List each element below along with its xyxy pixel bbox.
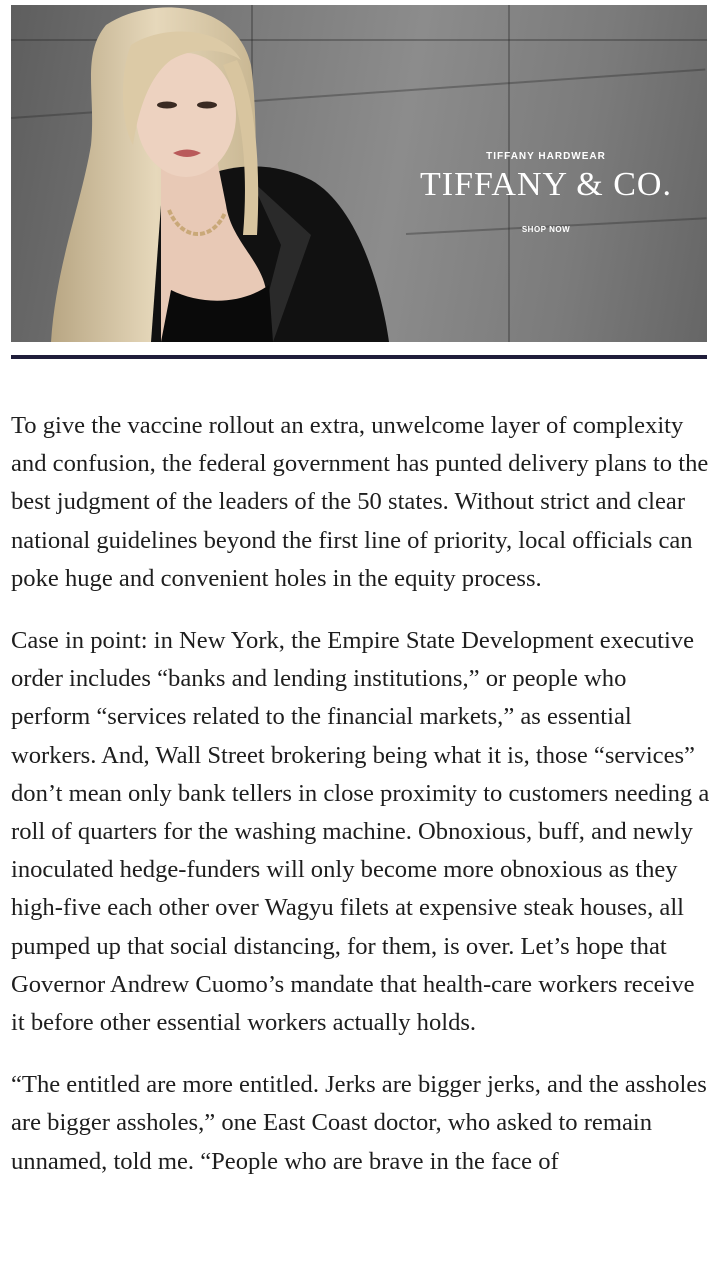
article-paragraph: To give the vaccine rollout an extra, unwelcome layer of complexity and confusion, the federal government has punted delivery plans to the best judgment of the leaders of the 50 states. Without strict and clear national guidelines beyond the first line of priority, local officials can poke huge and convenient holes in the equity process. (11, 412, 709, 592)
ad-copy (391, 151, 701, 234)
shop-now-link[interactable]: SHOP NOW (521, 225, 571, 235)
article-paragraph: Case in point: in New York, the Empire State Development executive order includes “banks and lending institutions,” or people who perform “services related to the financial markets,” as essential workers. And, Wall Street brokering being what it is, those “services” don’t mean only bank tellers in close proximity to customers needing a roll of quarters for the washing machine. Obnoxious, buff, and newly inoculated hedge-funders will only become more obnoxious as they high-five each other over Wagyu filets at expensive steak houses, all pumped up that social distancing, for them, is over. Let’s hope that Governor Andrew Cuomo’s mandate that health-care workers receive it before other essential workers actually holds. (11, 627, 710, 1037)
tiffany-ad-banner[interactable] (11, 5, 707, 342)
model-photo (11, 5, 391, 342)
ad-brand-logo: TIFFANY & CO. (420, 166, 672, 203)
ad-kicker: TIFFANY HARDWEAR (486, 151, 606, 162)
article-paragraph: “The entitled are more entitled. Jerks are bigger jerks, and the assholes are bigger assholes,” one East Coast doctor, who asked to remain unnamed, told me. “People who are brave in the face of (11, 1071, 707, 1175)
article-body (11, 407, 711, 1205)
section-divider (11, 355, 707, 359)
